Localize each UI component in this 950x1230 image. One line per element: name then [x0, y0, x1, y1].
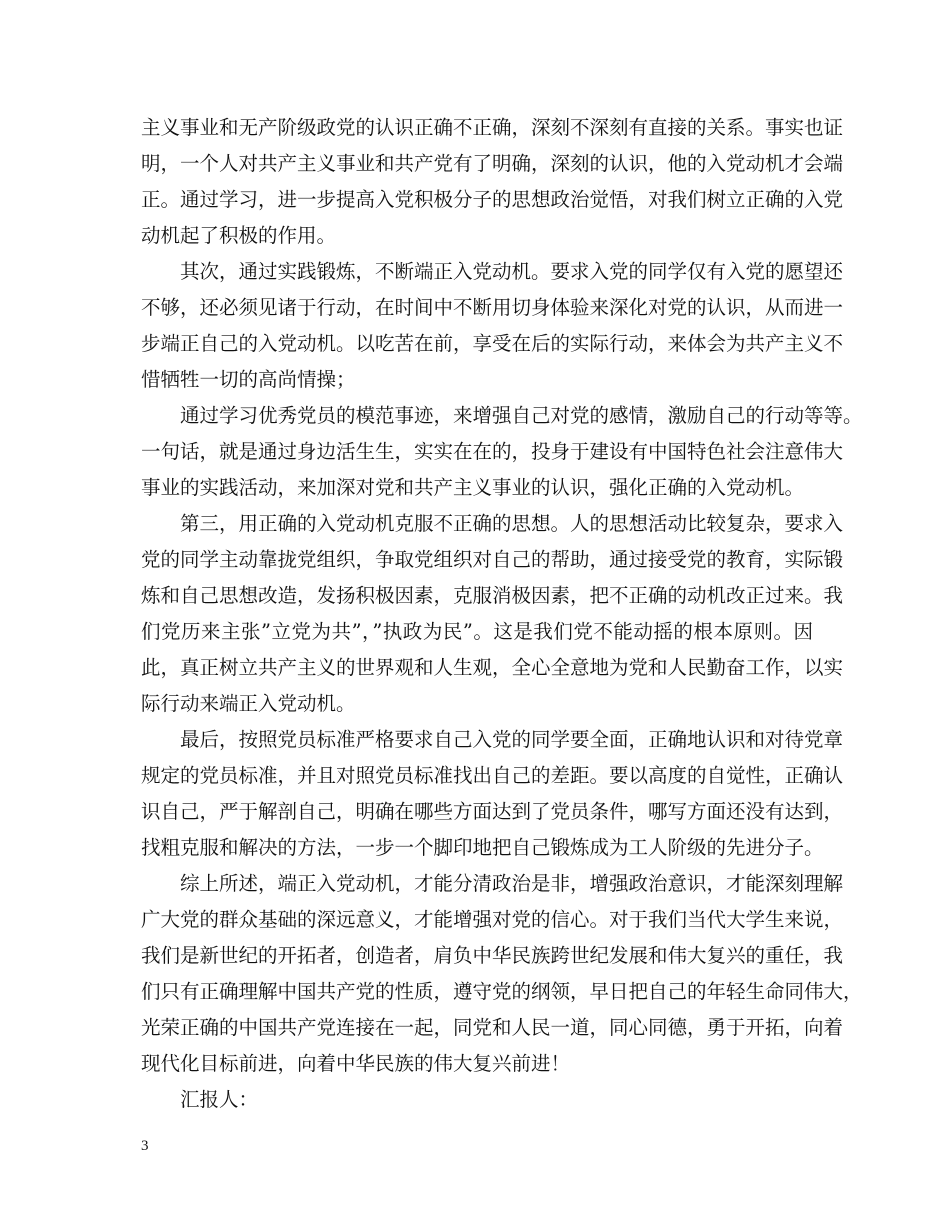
paragraph-line: 动机起了积极的作用。 — [141, 224, 337, 247]
paragraph-line: 主义事业和无产阶级政党的认识正确不正确，深刻不深刻有直接的关系。事实也证 — [141, 116, 844, 139]
paragraph-line: 第三，用正确的入党动机克服不正确的思想。人的思想活动比较复杂，要求入 — [180, 512, 844, 535]
paragraph-line: 一句话，就是通过身边活生生，实实在在的，投身于建设有中国特色社会注意伟大 — [141, 440, 844, 463]
paragraph-line: 们只有正确理解中国共产党的性质，遵守党的纲领，早日把自己的年轻生命同伟大， — [141, 980, 863, 1003]
reporter-label: 汇报人： — [180, 1088, 259, 1111]
paragraph-line: 我们是新世纪的开拓者，创造者，肩负中华民族跨世纪发展和伟大复兴的重任，我 — [141, 944, 844, 967]
paragraph-line: 际行动来端正入党动机。 — [141, 692, 356, 715]
paragraph-line: 通过学习优秀党员的模范事迹，来增强自己对党的感情，激励自己的行动等等。 — [180, 404, 863, 427]
paragraph-line: 规定的党员标准，并且对照党员标准找出自己的差距。要以高度的自觉性，正确认 — [141, 764, 844, 787]
paragraph-line: 最后，按照党员标准严格要求自己入党的同学要全面，正确地认识和对待党章 — [180, 728, 844, 751]
paragraph-line: 们党历来主张”立党为共”，”执政为民”。这是我们党不能动摇的根本原则。因 — [141, 620, 813, 643]
paragraph-line: 找粗克服和解决的方法，一步一个脚印地把自己锻炼成为工人阶级的先进分子。 — [141, 836, 824, 859]
paragraph-line: 惜牺牲一切的高尚情操； — [141, 368, 356, 391]
paragraph-line: 明，一个人对共产主义事业和共产党有了明确，深刻的认识，他的入党动机才会端 — [141, 152, 844, 175]
paragraph-line: 炼和自己思想改造，发扬积极因素，克服消极因素，把不正确的动机改正过来。我 — [141, 584, 844, 607]
paragraph-line: 不够，还必须见诸于行动，在时间中不断用切身体验来深化对党的认识，从而进一 — [141, 296, 844, 319]
paragraph-line: 党的同学主动靠拢党组织，争取党组织对自己的帮助，通过接受党的教育，实际锻 — [141, 548, 844, 571]
paragraph-line: 现代化目标前进，向着中华民族的伟大复兴前进！ — [141, 1052, 571, 1075]
paragraph-line: 广大党的群众基础的深远意义，才能增强对党的信心。对于我们当代大学生来说， — [141, 908, 844, 931]
paragraph-line: 此，真正树立共产主义的世界观和人生观，全心全意地为党和人民勤奋工作，以实 — [141, 656, 844, 679]
paragraph-line: 正。通过学习，进一步提高入党积极分子的思想政治觉悟，对我们树立正确的入党 — [141, 188, 844, 211]
page-number: 3 — [141, 1138, 149, 1154]
paragraph-line: 步端正自己的入党动机。以吃苦在前，享受在后的实际行动，来体会为共产主义不 — [141, 332, 844, 355]
paragraph-line: 识自己，严于解剖自己，明确在哪些方面达到了党员条件，哪写方面还没有达到， — [141, 800, 844, 823]
paragraph-line: 其次，通过实践锻炼，不断端正入党动机。要求入党的同学仅有入党的愿望还 — [180, 260, 844, 283]
paragraph-line: 综上所述，端正入党动机，才能分清政治是非，增强政治意识，才能深刻理解 — [180, 872, 844, 895]
paragraph-line: 光荣正确的中国共产党连接在一起，同党和人民一道，同心同德，勇于开拓，向着 — [141, 1016, 844, 1039]
paragraph-line: 事业的实践活动，来加深对党和共产主义事业的认识，强化正确的入党动机。 — [141, 476, 805, 499]
